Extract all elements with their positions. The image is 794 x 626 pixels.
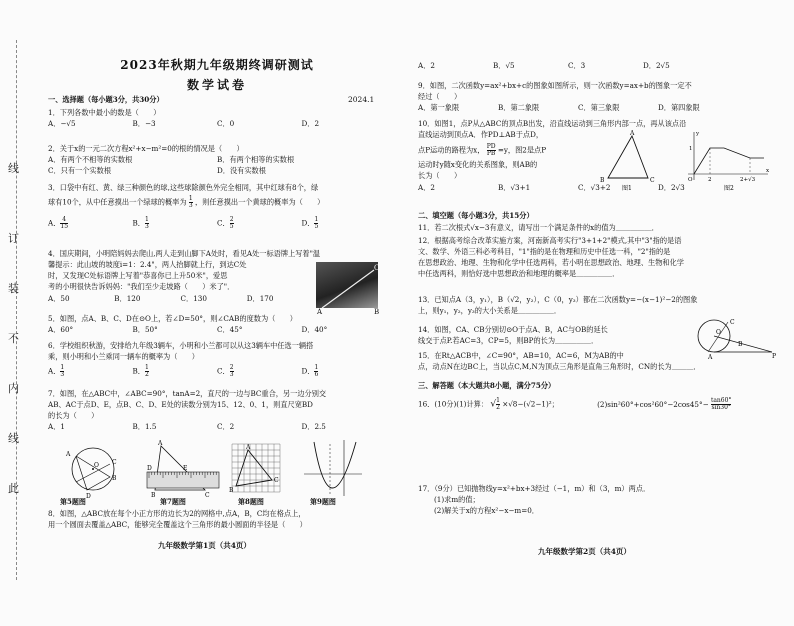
question-line: 上，则y₁，y₂，y₃的大小关系是＿＿＿＿＿． <box>418 306 562 316</box>
binding-char: 此 <box>8 482 19 495</box>
question-17 <box>418 483 778 516</box>
svg-text:2+√3: 2+√3 <box>740 177 756 183</box>
question-line: 15．在Rt△ACB中，∠C=90°，AB=10，AC=6，M为AB的中 <box>418 351 624 360</box>
question-line: 运动时y随x变化的关系图象，则AB的 <box>418 160 538 170</box>
question-text: 球有10个，从中任意摸出一个绿球的概率为 <box>48 197 187 207</box>
options-row <box>48 154 386 165</box>
question-1 <box>48 107 386 129</box>
question-line: 6．学校组织秋游，安排给九年级3辆车，小明和小兰都可以从这3辆车中任选一辆搭 <box>48 341 314 350</box>
fraction: $\frac{PD}{PB}$ <box>486 143 496 158</box>
question-2 <box>48 143 386 176</box>
option: A．1 <box>48 422 65 432</box>
svg-text:2: 2 <box>708 177 712 183</box>
exam-title: 2023年秋期九年级期终调研测试 <box>120 58 314 72</box>
option: B．120 <box>114 293 141 303</box>
question-16: 16．(10分)(1)计算： √ $\frac{1}{2}$ ×√8−(√2−1)²； (2)sin²60°+cos²60°−2cos45°− $\frac{\tan 60^\circ}{\sin 30^\circ}$ <box>418 397 732 411</box>
option: D．2√3 <box>658 182 685 192</box>
option: B．√3+1 <box>498 182 531 192</box>
page-1 <box>48 0 386 626</box>
point-label: O <box>94 462 99 469</box>
question-line: 在思想政治、地理、生物和化学中任选两科，若小明在思想政治、地理、生物和化学 <box>418 258 684 268</box>
question-line: 4．国庆期间，小明陪妈妈去爬山,两人走到山脚下A处时，看见A处一标语牌上写着"温 <box>48 249 321 258</box>
options-row <box>48 324 386 335</box>
option: D． $\frac{1}{6}$ <box>301 364 319 379</box>
option: C． $\frac{2}{3}$ <box>217 364 234 379</box>
section-2-title: 二、填空题（每小题3分，共15分） <box>418 211 534 220</box>
question-7 <box>48 388 386 433</box>
option: A．第一象限 <box>418 103 460 113</box>
figure-caption: 第8题图 <box>238 497 264 506</box>
point-label: C <box>274 477 279 484</box>
option: C．√3+2 <box>578 182 611 192</box>
option: A．2 <box>418 61 435 70</box>
option: B． $\frac{1}{3}$ <box>132 216 149 231</box>
question-line: AB、AC于点D、E，点B、C、D、E处的读数分别为15、12、0、1，则直尺宽BD <box>48 400 313 410</box>
question-line: 9．如图，二次函数y=ax²+bx+c的图象如图所示，则一次函数y=ax+b的图象一定不 <box>418 81 692 90</box>
options-row <box>48 293 313 304</box>
question-11: 11．若二次根式√x−3有意义，请写出一个满足条件的x的值为＿＿＿＿＿． <box>418 223 659 232</box>
question-12 <box>418 235 778 280</box>
option: D．第四象限 <box>658 103 700 113</box>
svg-text:O: O <box>716 329 721 336</box>
point-label: C <box>650 177 655 184</box>
question-5 <box>48 313 386 335</box>
svg-text:P: P <box>772 353 777 360</box>
svg-text:B: B <box>738 341 743 348</box>
option: C．130 <box>180 293 207 303</box>
binding-margin <box>4 40 26 580</box>
q8-options-row <box>418 60 718 71</box>
option: B．有两个相等的实数根 <box>217 155 295 165</box>
point-label: A <box>66 451 71 458</box>
question-line: 经过（ ） <box>418 92 462 102</box>
point-label: B <box>600 177 605 184</box>
options-row <box>48 365 386 378</box>
binding-char: 线 <box>8 432 19 445</box>
point-label: C <box>374 264 380 272</box>
figure-caption: 第9题图 <box>310 497 336 506</box>
option: D．2√5 <box>643 61 670 70</box>
svg-text:1: 1 <box>689 146 693 152</box>
option: D． $\frac{1}{5}$ <box>301 216 319 231</box>
question-line: 点P运动的路程为x， $\frac{PD}{PB}$ =y，图2是点P <box>418 143 547 158</box>
svg-text:y: y <box>696 131 700 137</box>
question-text: ，则任意摸出一个黄球的概率为（ ） <box>194 197 325 207</box>
svg-text:A: A <box>708 354 713 361</box>
option: A．50 <box>48 293 70 303</box>
question-6 <box>48 340 386 378</box>
question-line: 考的小明很快告诉妈妈："我们至少走坡路（ ）米了"． <box>48 282 235 292</box>
svg-text:C: C <box>730 319 735 326</box>
point-label: A <box>158 440 163 447</box>
option: A．−√5 <box>48 119 76 129</box>
option: A．60° <box>48 325 74 335</box>
options-row <box>48 217 386 230</box>
point-label: B <box>229 487 234 494</box>
point-label: A <box>317 308 323 316</box>
figure-caption: 第5题图 <box>60 497 86 506</box>
option: C．2 <box>217 422 235 432</box>
question-line: 用一个圆面去覆盖△ABC，能够完全覆盖这个三角形的最小圆面的半径是（ ） <box>48 520 307 530</box>
fig10-graph <box>680 128 772 192</box>
point-label: D <box>147 465 152 472</box>
question-15 <box>418 350 778 372</box>
exam-subtitle: 数学试卷 <box>186 78 247 92</box>
question-line: 馨提示：此山坡的坡度i=1：2.4"，两人抬脚就上行，到达C处 <box>48 260 247 270</box>
option: C．只有一个实数根 <box>48 166 112 176</box>
section-1-title: 一、选择题（每小题3分，共30分） <box>48 95 164 104</box>
option: A．2 <box>418 182 435 192</box>
question-4 <box>48 248 321 304</box>
option: A． $\frac{4}{15}$ <box>48 216 69 231</box>
point-label: E <box>183 465 188 472</box>
fraction: $\frac{\tan 60^\circ}{\sin 30^\circ}$ <box>710 397 732 411</box>
question-9 <box>418 80 778 113</box>
question-line: (2)解关于x的方程x²−x−m=0． <box>434 506 539 516</box>
option: A． $\frac{1}{3}$ <box>48 364 65 379</box>
point-label: B <box>151 492 156 499</box>
fig8-grid <box>228 442 286 496</box>
option: B．√5 <box>493 61 515 70</box>
options-row <box>418 102 738 113</box>
question-3 <box>48 182 386 230</box>
page-footer: 九年级数学第2页（共4页） <box>538 547 631 556</box>
figure-caption: 第7题图 <box>160 497 186 506</box>
svg-text:O: O <box>688 177 693 183</box>
option: D．2.5 <box>301 422 326 432</box>
question-line: 10．如图1，点P从△ABC的顶点B出发，沿直线运动到三角形内部一点，再从该点沿 <box>418 119 687 128</box>
option: A．有两个不相等的实数根 <box>48 155 133 165</box>
fig9-parabola <box>300 438 366 498</box>
point-label: B <box>374 308 380 316</box>
question-line: 13．已知点A（3，y₁），B（√2，y₂），C（0，y₃）都在二次函数y=−(x−1)²−2的图象 <box>418 295 698 304</box>
question-13 <box>418 294 778 316</box>
point-label: C <box>205 492 210 499</box>
fig5-circle <box>62 442 124 500</box>
section-3-title: 三、解答题（本大题共8小题，满分75分） <box>418 381 556 390</box>
option: C．0 <box>217 119 235 129</box>
option: D．2 <box>301 119 320 129</box>
question-line <box>48 196 386 209</box>
question-stem: 5．如图，点A、B、C、D在⊙O上，若∠D=50°，则∠CAB的度数为（ ） <box>48 314 297 323</box>
binding-char: 内 <box>8 382 19 395</box>
option: B．50° <box>132 325 158 335</box>
fig7-ruler <box>143 440 223 498</box>
options-row <box>48 165 386 176</box>
fig10-triangle <box>598 130 668 192</box>
point-label: A <box>246 444 251 451</box>
question-line: 乘，则小明和小兰乘同一辆车的概率为（ ） <box>48 352 199 362</box>
binding-char: 不 <box>8 332 19 345</box>
exam-date: 2024.1 <box>348 95 375 104</box>
point-label: B <box>112 475 117 482</box>
question-14 <box>418 324 718 346</box>
question-line: 文、数学、外语三科必考科目，"1"指的是在物理和历史中任选一科，"2"指的是 <box>418 247 671 257</box>
fraction: $\frac{1}{2}$ <box>496 397 500 411</box>
point-label: A <box>630 130 635 137</box>
question-line: 直线运动到顶点A．作PD⊥AB于点D， <box>418 130 544 140</box>
question-8 <box>48 508 386 530</box>
options-row <box>48 421 386 432</box>
option: B．−3 <box>132 119 156 129</box>
question-line: 3．口袋中有红、黄、绿三种颜色的球,这些球除颜色外完全相同，其中红球有8个，绿 <box>48 183 319 192</box>
binding-char: 装 <box>8 282 19 295</box>
point-label: D <box>86 493 91 500</box>
question-line: 中任选两科，则恰好选中思想政治和地理的概率是＿＿＿＿＿． <box>418 269 620 279</box>
question-line: 8．如图，△ABC放在每个小正方形的边长为2的网格中,点A，B，C均在格点上， <box>48 509 306 518</box>
question-line: 的长为（ ） <box>48 411 99 421</box>
option: B． $\frac{1}{2}$ <box>132 364 149 379</box>
figure-caption: 图1 <box>622 185 632 192</box>
option: D．170 <box>246 293 274 303</box>
figure-caption: 图2 <box>724 185 734 192</box>
question-line: 7．如图，在△ABC中，∠ABC=90°，tanA=2，直尺的一边与BC重合，另一边分别交 <box>48 389 327 398</box>
svg-text:x: x <box>766 168 770 174</box>
page-2 <box>418 0 788 626</box>
slope-figure <box>316 262 382 316</box>
options-row <box>48 118 386 129</box>
binding-char: 订 <box>8 232 19 245</box>
option: C．3 <box>568 61 586 70</box>
option: B．第二象限 <box>498 103 540 113</box>
option: B．1.5 <box>132 422 157 432</box>
fraction: $\frac{1}{3}$ <box>188 195 193 210</box>
question-stem: 2．关于x的一元二次方程x²+x−m²=0的根的情况是（ ） <box>48 144 244 153</box>
question-line: 点，动点N在边BC上，当以点C,M,N为顶点三角形是直角三角形时，CN的长为＿＿＿． <box>418 362 701 372</box>
page-footer: 九年级数学第1页（共4页） <box>158 541 251 550</box>
option: C． $\frac{2}{5}$ <box>217 216 234 231</box>
question-line: 14．如图，CA、CB分别切⊙O于点A、B，AC与OB的延长 <box>418 325 608 334</box>
binding-char: 线 <box>8 162 19 175</box>
option: D．40° <box>301 325 328 335</box>
question-line: 时，又发现C处标语牌上写着"恭喜你已上升50米"，爱思 <box>48 271 228 281</box>
question-line: 线交于点P.若AC=3，CP=5，则BP的长为＿＿＿＿＿． <box>418 336 599 346</box>
binding-dashed-line <box>16 40 17 580</box>
question-line: (1)求m的值； <box>434 495 480 505</box>
option: C．第三象限 <box>578 103 620 113</box>
question-line: 12．根据高考综合改革实施方案，河南新高考实行"3+1+2"模式,其中"3"指的是语 <box>418 236 682 245</box>
option: C．45° <box>217 325 243 335</box>
point-label: C <box>112 459 117 466</box>
option: D．没有实数根 <box>217 166 266 176</box>
question-line: 长为（ ） <box>418 171 462 181</box>
question-line: 17．（9分）已知抛物线y=x²+bx+3经过（−1，m）和（3，m）两点． <box>418 484 651 493</box>
question-stem: 1．下列各数中最小的数是（ ） <box>48 108 161 117</box>
